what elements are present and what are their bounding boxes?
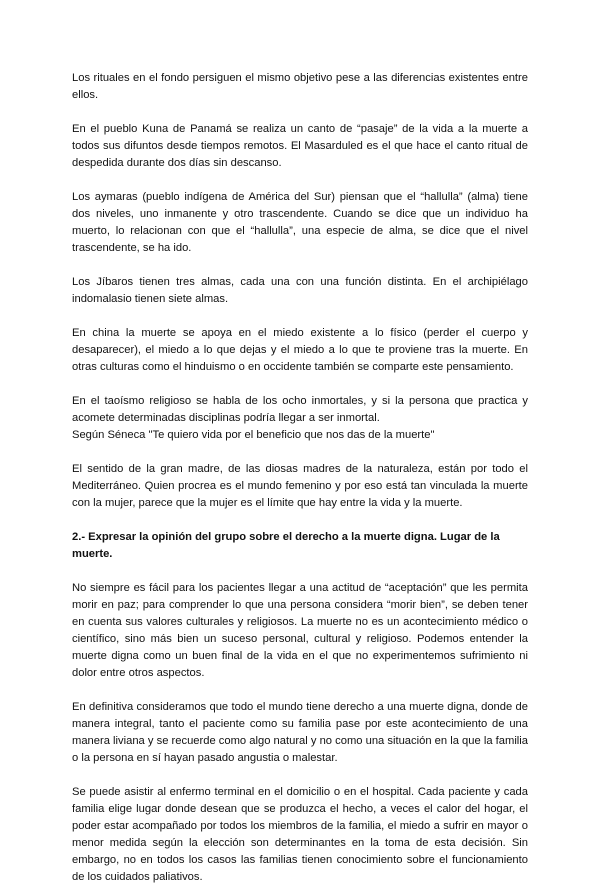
paragraph-line: Los rituales en el fondo persiguen el mismo objetivo pese a las diferencias existentes entre ellos. [72,72,528,101]
paragraph [72,580,528,682]
paragraph [72,274,528,308]
paragraph [72,784,528,886]
body-text-section [72,70,528,512]
paragraph [72,121,528,172]
paragraph-line: En el taoísmo religioso se habla de los ocho inmortales, y si la persona que practica y acomete determinadas disciplinas podría llegar a ser inmortal. [72,395,528,424]
paragraph [72,70,528,104]
section-heading: 2.- Expresar la opinión del grupo sobre el derecho a la muerte digna. Lugar de la muerte. [72,531,500,560]
paragraph-line: El sentido de la gran madre, de las diosas madres de la naturaleza, están por todo el Mediterráneo. Quien procrea es el mundo femenino y por eso está tan vinculada la muerte con la mujer, parece que la mujer es el límite que hay entre la vida y la muerte. [72,463,528,509]
paragraph [72,189,528,257]
paragraph-line: En definitiva consideramos que todo el mundo tiene derecho a una muerte digna, donde de manera integral, tanto el paciente como su familia pase por este acontecimiento de una manera liviana y se recuerde como algo natural y no como una situación en la que la familia o la persona en sí hayan pasado angustia o malestar. [72,701,528,764]
paragraph-line: Los aymaras (pueblo indígena de América del Sur) piensan que el “hallulla” (alma) tiene dos niveles, uno inmanente y otro trascendente. Cuando se dice que un individuo ha muerto, lo relacionan con que el “hallulla”, una especie de alma, se dice que el nivel trascendente, se ha ido. [72,191,528,254]
paragraph-line: Se puede asistir al enfermo terminal en el domicilio o en el hospital. Cada paciente y cada familia elige lugar donde desean que se produzca el hecho, a veces el calor del hogar, el poder estar acompañado por todos los miembros de la familia, el miedo a sufrir en mayor o menor medida según la elección son determinantes en la toma de esta decisión. Sin embargo, no en todos los casos las familias tienen conocimiento sobre el funcionamiento de los cuidados paliativos. [72,786,528,883]
paragraph-line: No siempre es fácil para los pacientes llegar a una actitud de “aceptación” que les permita morir en paz; para comprender lo que una persona considera “morir bien”, se deben tener en cuenta sus valores culturales y religiosos. La muerte no es un acontecimiento médico o científico, sino más bien un suceso personal, cultural y religioso. Podemos entender la muerte digna como un buen final de la vida en el que no experimentemos sufrimiento ni dolor entre otros aspectos. [72,582,528,679]
body-text-section [72,580,528,886]
paragraph-line: En el pueblo Kuna de Panamá se realiza un canto de “pasaje” de la vida a la muerte a todos sus difuntos desde tiempos remotos. El Masarduled es el que hace el canto ritual de despedida durante dos días sin descanso. [72,123,528,169]
paragraph [72,461,528,512]
paragraph [72,325,528,376]
paragraph-line: En china la muerte se apoya en el miedo existente a lo físico (perder el cuerpo y desaparecer), el miedo a lo que dejas y el miedo a lo que te proviene tras la muerte. En otras culturas como el hinduismo o en occidente también se comparte este pensamiento. [72,327,528,373]
paragraph [72,699,528,767]
paragraph [72,393,528,444]
paragraph-line: Según Séneca "Te quiero vida por el beneficio que nos das de la muerte" [72,429,435,441]
paragraph-line: Los Jíbaros tienen tres almas, cada una con una función distinta. En el archipiélago indomalasio tienen siete almas. [72,276,528,305]
